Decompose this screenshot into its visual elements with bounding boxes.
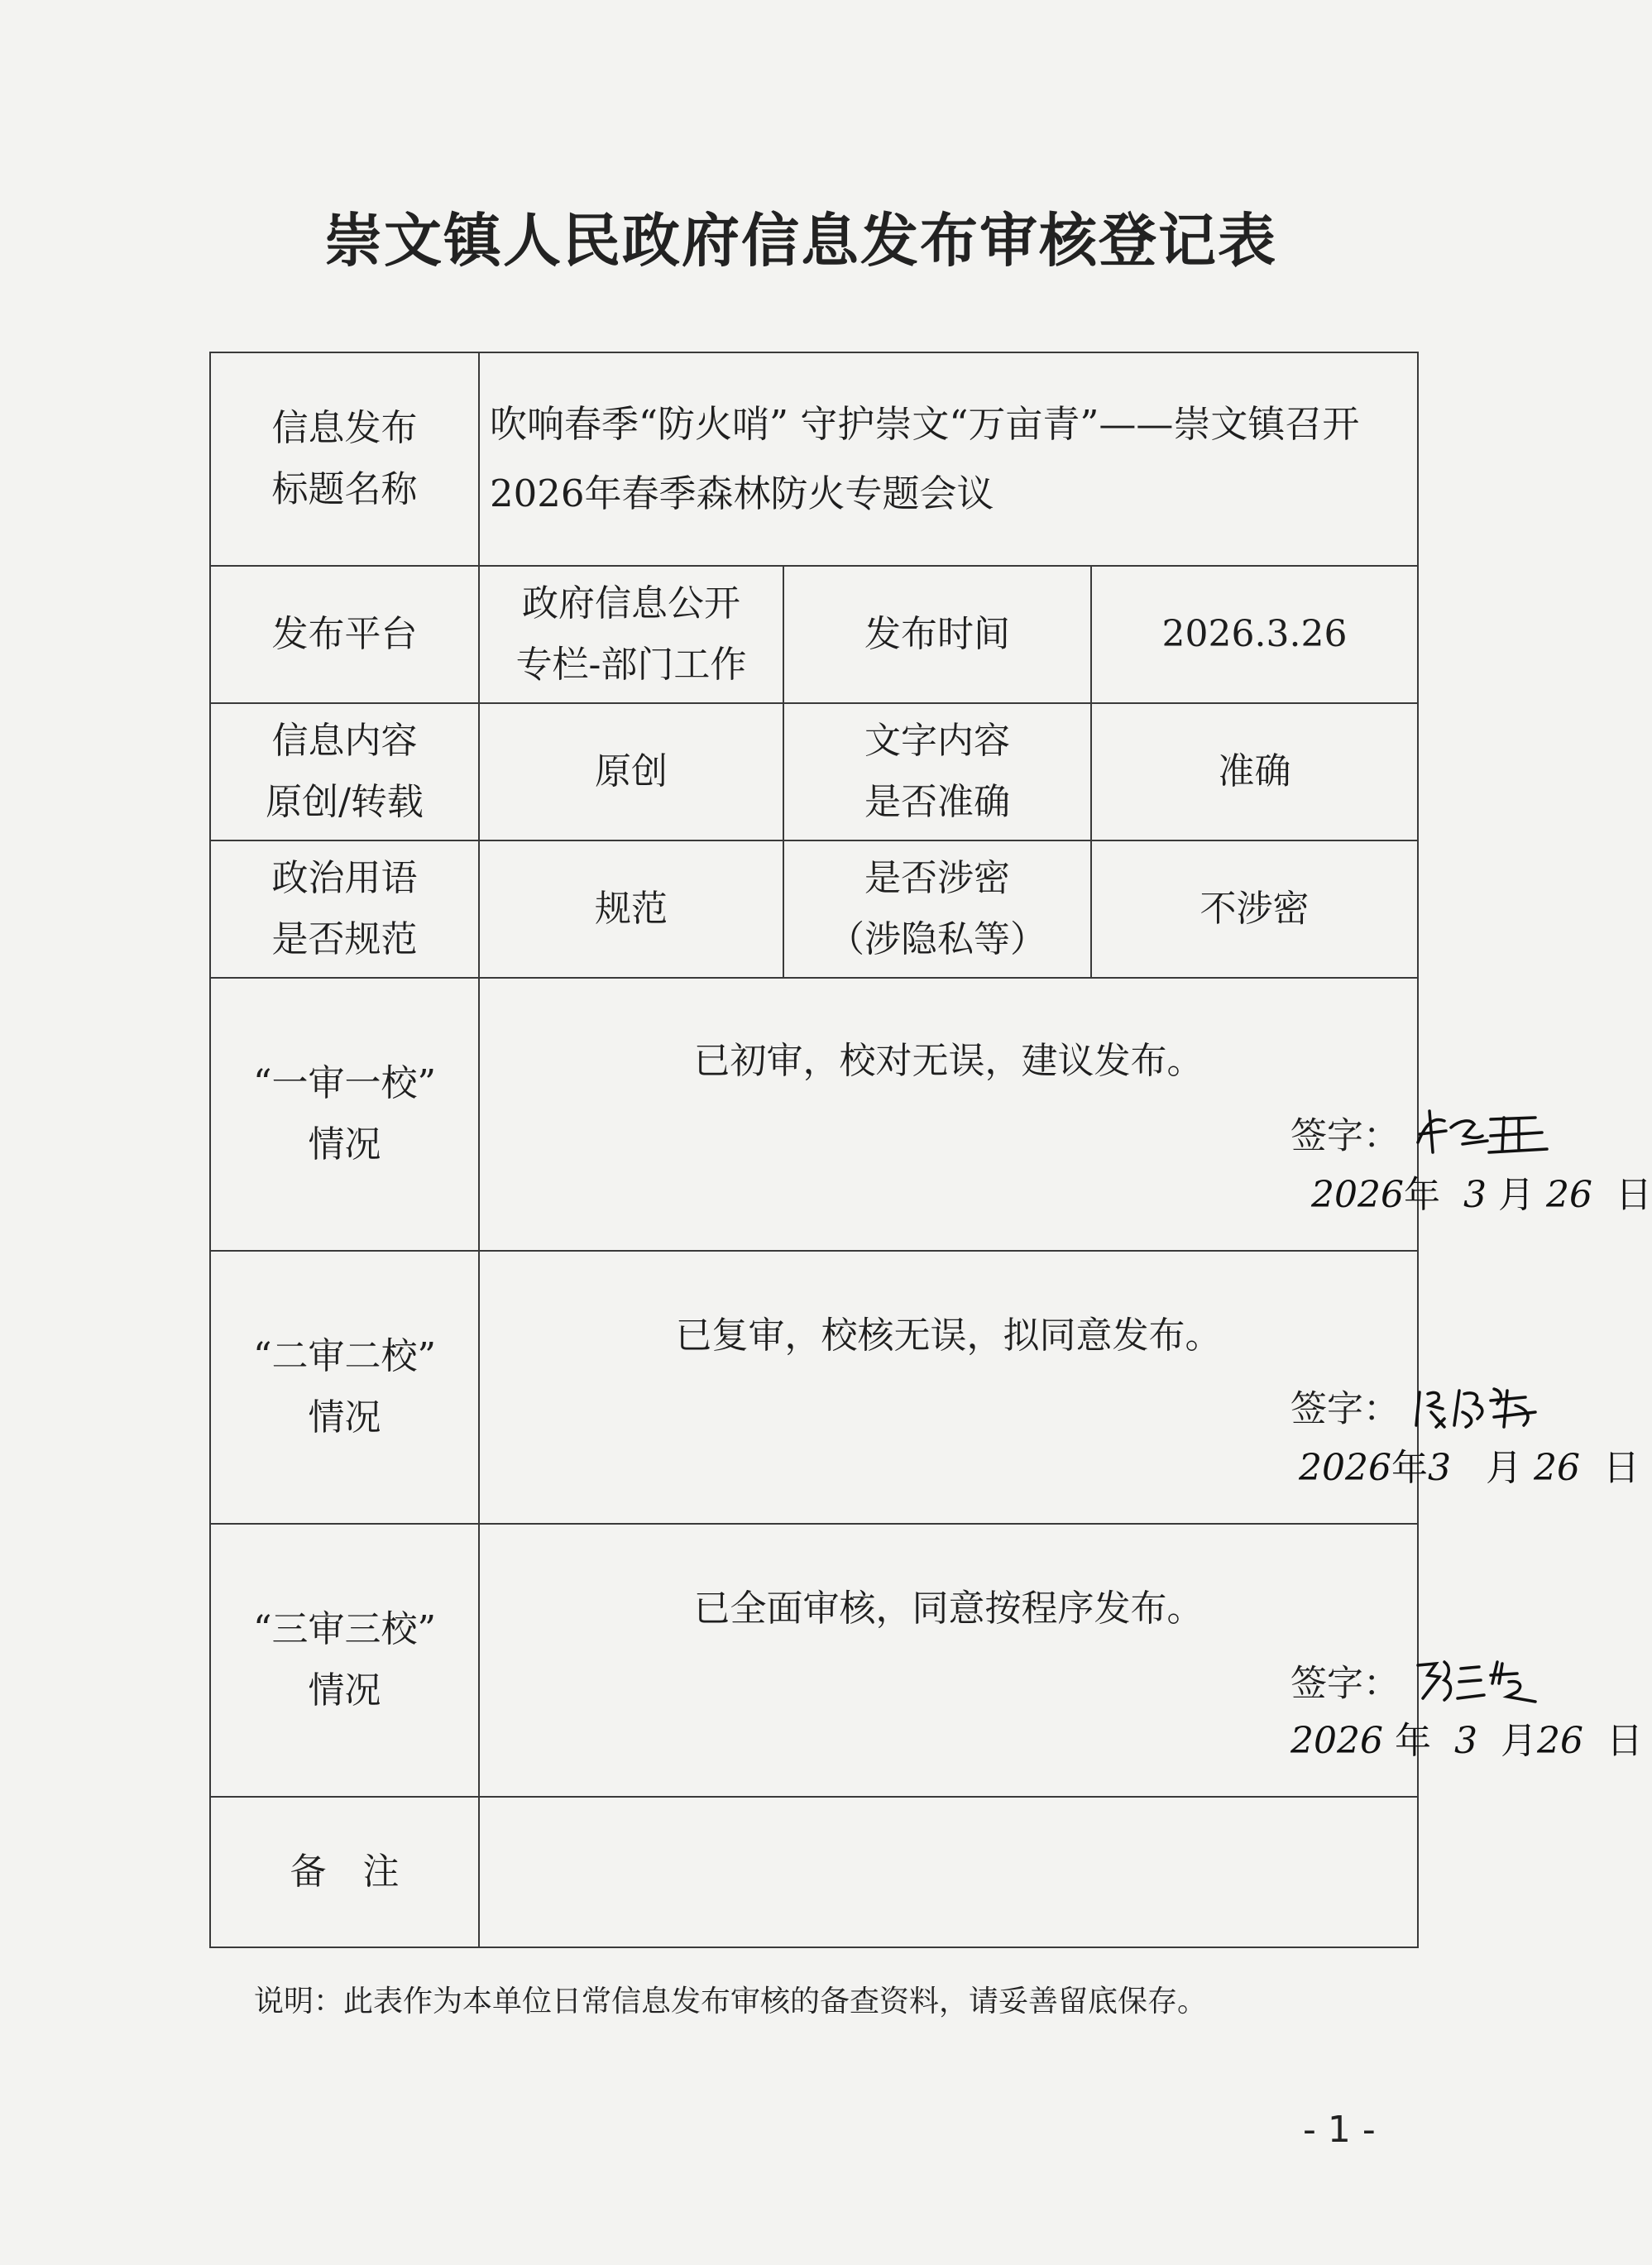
page-title: 崇文镇人民政府信息发布审核登记表 (324, 207, 1277, 275)
political-label-line2: 是否规范 (271, 918, 418, 960)
review1-signature (1411, 1103, 1552, 1174)
remarks-row (210, 1797, 1418, 1947)
origin-label (210, 703, 479, 840)
review1-date-month: 3 (1463, 1174, 1487, 1216)
origin-label-line2: 原创/转载 (266, 781, 424, 823)
platform-value (479, 566, 783, 703)
secret-value: 不涉密 (1091, 840, 1418, 978)
review3-text: 已全面审核，同意按程序发布。 (693, 1587, 1204, 1630)
review1-label-line1: “一审一校” (253, 1062, 436, 1104)
accuracy-label-line2: 是否准确 (864, 781, 1010, 823)
review3-sign-line (1290, 1650, 1544, 1721)
review1-text: 已初审，校对无误，建议发布。 (693, 1040, 1204, 1082)
review2-date-month: 3 (1427, 1447, 1451, 1489)
review2-date-month-unit: 月 (1485, 1447, 1522, 1489)
headline-label (210, 352, 479, 566)
review3-label-line2: 情况 (308, 1669, 381, 1712)
review1-date-year: 2026 (1311, 1174, 1404, 1216)
secret-label (783, 840, 1091, 978)
review2-content (479, 1251, 1640, 1524)
review3-label-line1: “三审三校” (253, 1608, 436, 1650)
review3-date-year: 2026 (1290, 1720, 1383, 1762)
review1-sign-line (1290, 1103, 1552, 1174)
review1-date (1311, 1171, 1652, 1220)
platform-value-line2: 专栏-部门工作 (515, 644, 747, 686)
review2-date-day-unit: 日 (1602, 1447, 1640, 1489)
headline-label-line1: 信息发布 (271, 407, 418, 449)
political-label (210, 840, 479, 978)
accuracy-value: 准确 (1091, 703, 1418, 840)
review2-signature (1411, 1376, 1544, 1447)
review1-date-day: 26 (1545, 1174, 1592, 1216)
accuracy-label (783, 703, 1091, 840)
political-value: 规范 (479, 840, 783, 978)
review3-date-day-unit: 日 (1606, 1720, 1643, 1762)
review2-date-year-unit: 年 (1391, 1447, 1428, 1489)
review1-content (479, 978, 1652, 1251)
review1-row (210, 978, 1418, 1251)
review1-date-year-unit: 年 (1403, 1174, 1440, 1216)
review2-label-line1: “二审二校” (253, 1335, 436, 1377)
review1-label (210, 978, 479, 1251)
review2-sign-label: 签字： (1290, 1387, 1400, 1430)
review2-date-day: 26 (1533, 1447, 1580, 1489)
publish-time-label: 发布时间 (783, 566, 1091, 703)
review1-date-month-unit: 月 (1497, 1174, 1535, 1216)
review3-date-month-unit: 月 (1500, 1720, 1537, 1762)
origin-value: 原创 (479, 703, 783, 840)
platform-row (210, 566, 1418, 703)
review3-date-year-unit: 年 (1394, 1720, 1431, 1762)
review3-content (479, 1524, 1643, 1797)
platform-label: 发布平台 (210, 566, 479, 703)
headline-row (210, 352, 1418, 566)
review2-date-year: 2026 (1299, 1447, 1391, 1489)
secret-label-line1: 是否涉密 (864, 857, 1010, 899)
review1-date-day-unit: 日 (1615, 1174, 1652, 1216)
headline-label-line2: 标题名称 (271, 468, 418, 510)
secret-label-line2: （涉隐私等） (828, 918, 1046, 960)
remarks-label: 备 注 (210, 1797, 479, 1947)
review2-sign-line (1290, 1376, 1544, 1447)
review2-date (1299, 1444, 1640, 1493)
review1-sign-label: 签字： (1290, 1114, 1400, 1157)
review2-text: 已复审，校核无误，拟同意发布。 (675, 1314, 1222, 1357)
review3-label (210, 1524, 479, 1797)
review2-label-line2: 情况 (308, 1396, 381, 1439)
remarks-value (479, 1797, 1418, 1947)
review1-label-line2: 情况 (308, 1123, 381, 1166)
review3-signature (1411, 1650, 1544, 1721)
review3-date (1290, 1717, 1643, 1766)
review-form-table (209, 352, 1652, 1948)
review3-date-day: 26 (1536, 1720, 1583, 1762)
political-row (210, 840, 1418, 978)
review3-sign-label: 签字： (1290, 1662, 1400, 1705)
headline-value: 吹响春季“防火哨” 守护崇文“万亩青”——崇文镇召开2026年春季森林防火专题会议 (479, 352, 1418, 566)
review3-date-month: 3 (1453, 1720, 1477, 1762)
origin-row (210, 703, 1418, 840)
publish-time-value: 2026.3.26 (1091, 566, 1418, 703)
review2-row (210, 1251, 1418, 1524)
review2-label (210, 1251, 479, 1524)
review3-row (210, 1524, 1418, 1797)
footnote: 说明：此表作为本单位日常信息发布审核的备查资料，请妥善留底保存。 (254, 1985, 1208, 2018)
political-label-line1: 政治用语 (271, 857, 418, 899)
accuracy-label-line1: 文字内容 (864, 720, 1010, 762)
origin-label-line1: 信息内容 (271, 720, 418, 762)
page-number: - 1 - (1303, 2109, 1376, 2151)
platform-value-line1: 政府信息公开 (522, 582, 740, 625)
